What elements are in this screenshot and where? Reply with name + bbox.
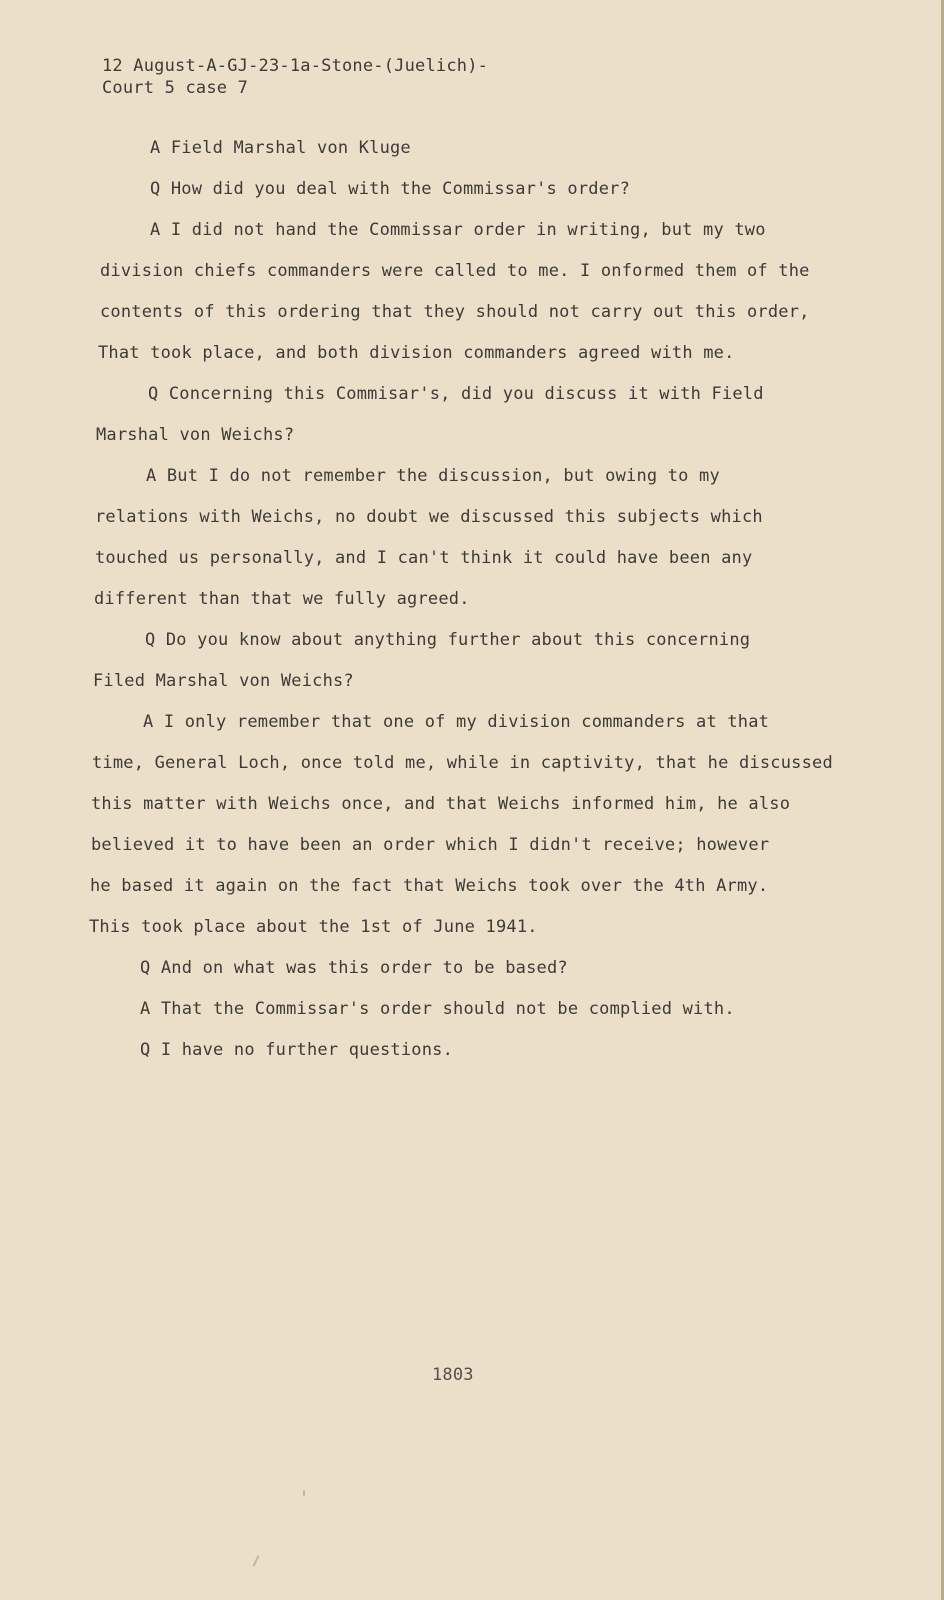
transcript-line: division chiefs commanders were called to me. I onformed them of the <box>100 261 810 281</box>
transcript-line: this matter with Weichs once, and that Weichs informed him, he also <box>91 794 791 814</box>
transcript-line: touched us personally, and I can't think it could have been any <box>95 548 753 568</box>
document-header <box>102 55 488 99</box>
transcript-line: different than that we fully agreed. <box>94 589 470 609</box>
transcript-line: A I only remember that one of my division commanders at that <box>143 712 770 732</box>
transcript-line: A That the Commissar's order should not be complied with. <box>140 999 735 1019</box>
transcript-line: he based it again on the fact that Weichs took over the 4th Army. <box>90 876 769 896</box>
transcript-line: believed it to have been an order which I didn't receive; however <box>91 835 770 855</box>
paper-speck <box>303 1490 305 1496</box>
transcript-line: Filed Marshal von Weichs? <box>93 671 354 691</box>
header-reference: 12 August-A-GJ-23-1a-Stone-(Juelich)- <box>102 56 489 76</box>
transcript-line: That took place, and both division commanders agreed with me. <box>98 343 735 363</box>
transcript-line: Q I have no further questions. <box>140 1040 454 1060</box>
transcript-line: A Field Marshal von Kluge <box>150 138 411 158</box>
paper-speck <box>253 1555 260 1567</box>
transcript-line: Q How did you deal with the Commissar's order? <box>150 179 631 199</box>
transcript-line: Q Concerning this Commisar's, did you discuss it with Field <box>148 384 764 404</box>
transcript-line: Q Do you know about anything further about this concerning <box>145 630 751 650</box>
transcript-line: relations with Weichs, no doubt we discussed this subjects which <box>95 507 763 527</box>
transcript-line: Marshal von Weichs? <box>96 425 295 445</box>
transcript-line: A I did not hand the Commissar order in writing, but my two <box>150 220 766 240</box>
page-number: 1803 <box>432 1365 474 1385</box>
transcript-line: This took place about the 1st of June 1941. <box>89 917 538 937</box>
transcript-line: A But I do not remember the discussion, but owing to my <box>146 466 720 486</box>
transcript-line: time, General Loch, once told me, while in captivity, that he discussed <box>92 753 833 773</box>
transcript-line: Q And on what was this order to be based? <box>140 958 568 978</box>
transcript-line: contents of this ordering that they should not carry out this order, <box>100 302 810 322</box>
header-court-case: Court 5 case 7 <box>102 78 249 98</box>
